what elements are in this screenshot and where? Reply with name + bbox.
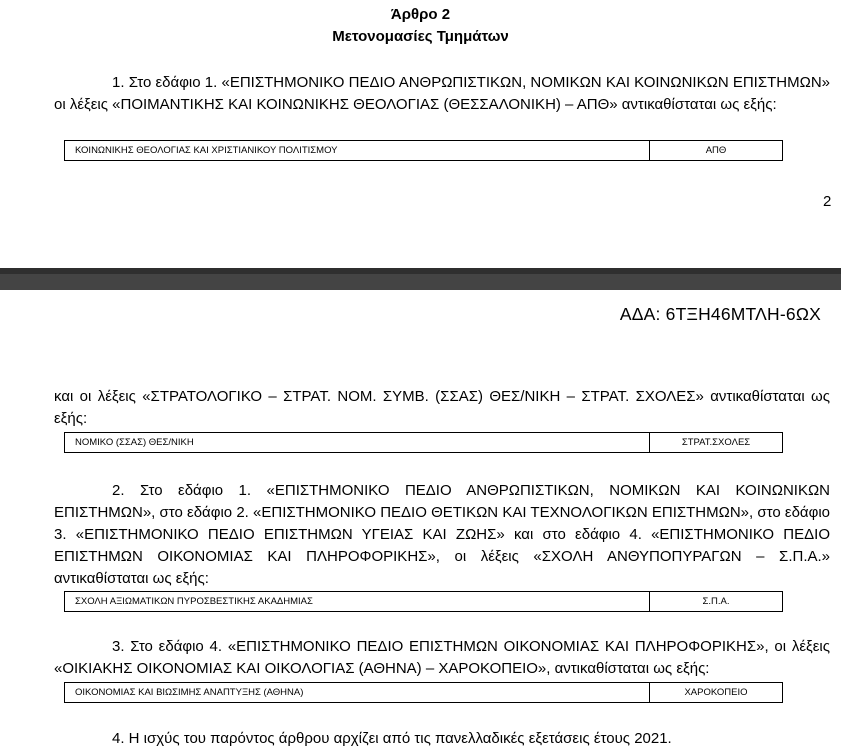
page-number: 2 bbox=[823, 193, 832, 210]
replacement-table-4 bbox=[64, 682, 783, 703]
institution-cell: ΑΠΘ bbox=[705, 145, 727, 156]
department-name-cell: ΚΟΙΝΩΝΙΚΗΣ ΘΕΟΛΟΓΙΑΣ ΚΑΙ ΧΡΙΣΤΙΑΝΙΚΟΥ ΠΟΛΙΤΙΣΜΟΥ bbox=[65, 141, 650, 160]
paragraph-4: 4. Η ισχύς του παρόντος άρθρου αρχίζει από τις πανελλαδικές εξετάσεις έτους 2021. bbox=[112, 730, 672, 747]
paragraph-1-continued: και οι λέξεις «ΣΤΡΑΤΟΛΟΓΙΚΟ – ΣΤΡΑΤ. ΝΟΜ. ΣΥΜΒ. (ΣΣΑΣ) ΘΕΣ/ΝΙΚΗ – ΣΤΡΑΤ. ΣΧΟΛΕΣ» αντικαθίσταται ως εξής: bbox=[54, 388, 830, 427]
page-separator bbox=[0, 268, 841, 290]
paragraph-1: 1. Στο εδάφιο 1. «ΕΠΙΣΤΗΜΟΝΙΚΟ ΠΕΔΙΟ ΑΝΘΡΩΠΙΣΤΙΚΩΝ, ΝΟΜΙΚΩΝ ΚΑΙ ΚΟΙΝΩΝΙΚΩΝ ΕΠΙΣΤΗΜΩΝ» οι λέξεις «ΠΟΙΜΑΝΤΙΚΗΣ ΚΑΙ ΚΟΙΝΩΝΙΚΗΣ ΘΕΟΛΟΓΙΑΣ (ΘΕΣΣΑΛΟΝΙΚΗ) – ΑΠΘ» αντικαθίσταται ως εξής: bbox=[54, 74, 830, 113]
institution-cell: ΧΑΡΟΚΟΠΕΙΟ bbox=[684, 687, 748, 698]
institution-cell: Σ.Π.Α. bbox=[702, 596, 730, 607]
department-name-cell: ΟΙΚΟΝΟΜΙΑΣ ΚΑΙ ΒΙΩΣΙΜΗΣ ΑΝΑΠΤΥΞΗΣ (ΑΘΗΝΑ) bbox=[65, 683, 650, 702]
replacement-table-1 bbox=[64, 140, 783, 161]
replacement-table-3 bbox=[64, 591, 783, 612]
document-page-top bbox=[0, 0, 841, 268]
institution-cell: ΣΤΡΑΤ.ΣΧΟΛΕΣ bbox=[681, 437, 751, 448]
paragraph-3: 3. Στο εδάφιο 4. «ΕΠΙΣΤΗΜΟΝΙΚΟ ΠΕΔΙΟ ΕΠΙΣΤΗΜΩΝ ΟΙΚΟΝΟΜΙΑΣ ΚΑΙ ΠΛΗΡΟΦΟΡΙΚΗΣ», οι λέξεις «ΟΙΚΙΑΚΗΣ ΟΙΚΟΝΟΜΙΑΣ ΚΑΙ ΟΙΚΟΛΟΓΙΑΣ (ΑΘΗΝΑ) – ΧΑΡΟΚΟΠΕΙΟ», αντικαθίσταται ως εξής: bbox=[54, 638, 830, 677]
article-title: Άρθρο 2 bbox=[390, 6, 451, 23]
paragraph-2: 2. Στο εδάφιο 1. «ΕΠΙΣΤΗΜΟΝΙΚΟ ΠΕΔΙΟ ΑΝΘΡΩΠΙΣΤΙΚΩΝ, ΝΟΜΙΚΩΝ ΚΑΙ ΚΟΙΝΩΝΙΚΩΝ ΕΠΙΣΤΗΜΩΝ», στο εδάφιο 2. «ΕΠΙΣΤΗΜΟΝΙΚΟ ΠΕΔΙΟ ΘΕΤΙΚΩΝ ΚΑΙ ΤΕΧΝΟΛΟΓΙΚΩΝ ΕΠΙΣΤΗΜΩΝ», στο εδάφιο 3. «ΕΠΙΣΤΗΜΟΝΙΚΟ ΠΕΔΙΟ ΕΠΙΣΤΗΜΩΝ ΥΓΕΙΑΣ ΚΑΙ ΖΩΗΣ» και στο εδάφιο 4. «ΕΠΙΣΤΗΜΟΝΙΚΟ ΠΕΔΙΟ ΕΠΙΣΤΗΜΩΝ ΟΙΚΟΝΟΜΙΑΣ ΚΑΙ ΠΛΗΡΟΦΟΡΙΚΗΣ», οι λέξεις «ΣΧΟΛΗ ΑΝΘΥΠΟΠΥΡΑΓΩΝ – Σ.Π.Α.» αντικαθίσταται ως εξής: bbox=[54, 482, 830, 587]
department-name-cell: ΝΟΜΙΚΟ (ΣΣΑΣ) ΘΕΣ/ΝΙΚΗ bbox=[65, 433, 650, 452]
ada-code: ΑΔΑ: 6ΤΞΗ46ΜΤΛΗ-6ΩΧ bbox=[619, 304, 821, 324]
document-page-bottom bbox=[0, 290, 841, 756]
replacement-table-2 bbox=[64, 432, 783, 453]
article-subtitle: Μετονομασίες Τμημάτων bbox=[332, 28, 509, 45]
department-name-cell: ΣΧΟΛΗ ΑΞΙΩΜΑΤΙΚΩΝ ΠΥΡΟΣΒΕΣΤΙΚΗΣ ΑΚΑΔΗΜΙΑΣ bbox=[65, 592, 650, 611]
